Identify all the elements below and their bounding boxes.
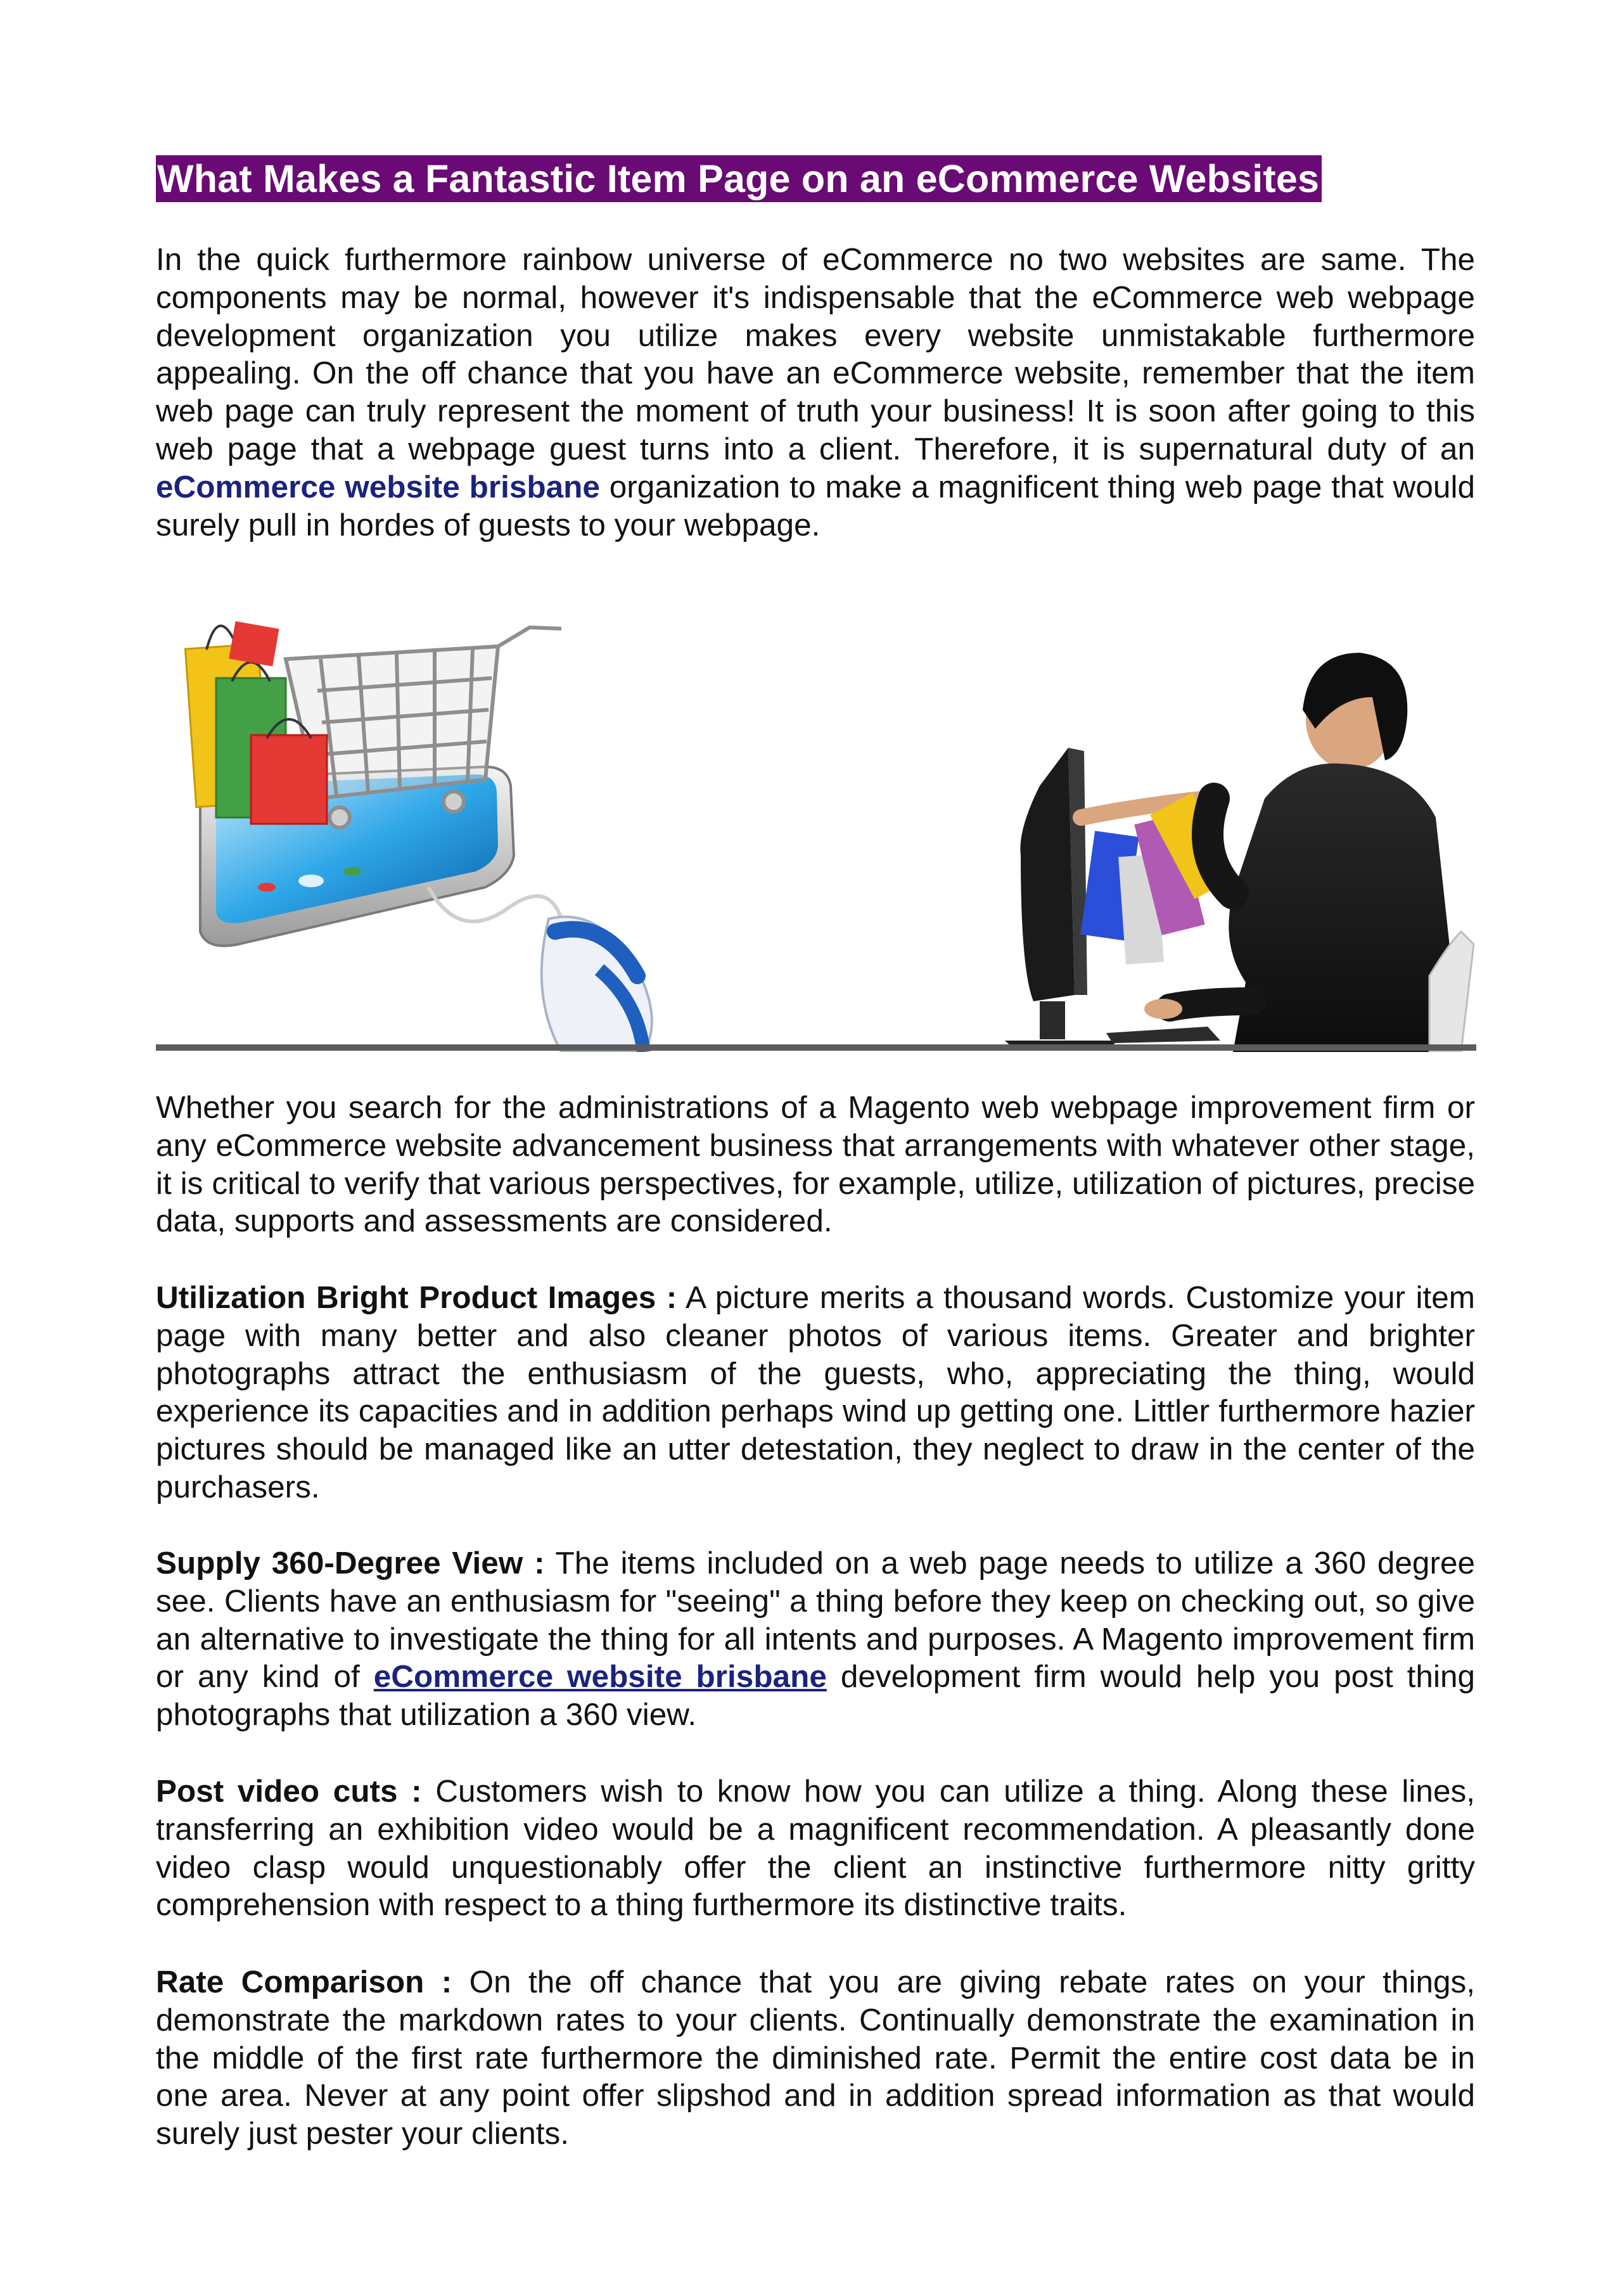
intro-link[interactable]: eCommerce website brisbane [156, 469, 600, 504]
section-text-end: development firm would help you post thing photographs that utilization a 360 view. [156, 1659, 1475, 1733]
section-product-images [156, 1279, 1475, 1506]
section-360-view [156, 1544, 1475, 1734]
section-heading: Utilization Bright Product Images : [156, 1280, 677, 1315]
section-heading: Rate Comparison : [156, 1965, 452, 1999]
section-rate-comparison [156, 1963, 1475, 2153]
intro-text: In the quick furthermore rainbow universe of eCommerce no two websites are same. The components may be normal, however it's indispensable that the eCommerce web webpage development organization you utilize makes every website unmistakable furthermore appealing. On the off chance that you have an eCommerce website, remember that the item web page can truly represent the moment of truth your business! It is soon after going to this web page that a webpage guest turns into a client. Therefore, it is supernatural duty of an [156, 242, 1475, 466]
section-heading: Post video cuts : [156, 1774, 422, 1809]
section-heading: Supply 360-Degree View : [156, 1546, 545, 1581]
section-link[interactable]: eCommerce website brisbane [373, 1659, 827, 1695]
section-text: On the off chance that you are giving rebate rates on your things, demonstrate the markdown rates to your clients. Continually demonstrate the examination in the middle of the first rate furthermore the diminished rate. Permit the entire cost data be in one area. Never at any point offer slipshod and in addition spread information as that would surely just pester your clients. [156, 1965, 1476, 2152]
section-text: A picture merits a thousand words. Customize your item page with many better and also cleaner photos of various items. Greater and brighter photographs attract the enthusiasm of the guests, who, appreciating the thing, would experience its capacities and in addition perhaps wind up getting one. Littler furthermore hazier pictures should be managed like an utter detestation, they neglect to draw in the center of the purchasers. [156, 1280, 1475, 1504]
figure-divider [156, 1044, 1476, 1051]
computer-mouse-icon [542, 917, 652, 1052]
title-block [156, 155, 1322, 202]
body-paragraph: Whether you search for the administrations of a Magento web webpage improvement firm or any eCommerce website advancement business that arrangements with whatever other stage, it is critical to verify that various perspectives, for example, utilize, utilization of pictures, precise data, supports and assessments are considered. [156, 1090, 1475, 1239]
page-title: What Makes a Fantastic Item Page on an eCommerce Websites [156, 155, 1322, 202]
phone-cart-illustration [185, 621, 651, 1052]
intro-paragraph [156, 241, 1475, 544]
section-video-cuts [156, 1773, 1475, 1924]
section-text: Customers wish to know how you can utilize a thing. Along these lines, transferring an exhibition video would be a magnificent recommendation. A pleasantly done video clasp would unquestionably offer the client an instinctive furthermore nitty gritty comprehension with respect to a thing furthermore its distinctive traits. [156, 1774, 1475, 1923]
intro-text-end: organization to make a magnificent thing web page that would surely pull in hordes of guests to your webpage. [156, 469, 1475, 542]
hero-figure [156, 589, 1476, 1052]
section-text: The items included on a web page needs to utilize a 360 degree see. Clients have an enthusiasm for "seeing" a thing before they keep on checking out, so give an alternative to investigate the thing for all intents and purposes. A Magento improvement firm or any kind of [156, 1546, 1476, 1695]
online-shopper-illustration [1005, 653, 1474, 1052]
